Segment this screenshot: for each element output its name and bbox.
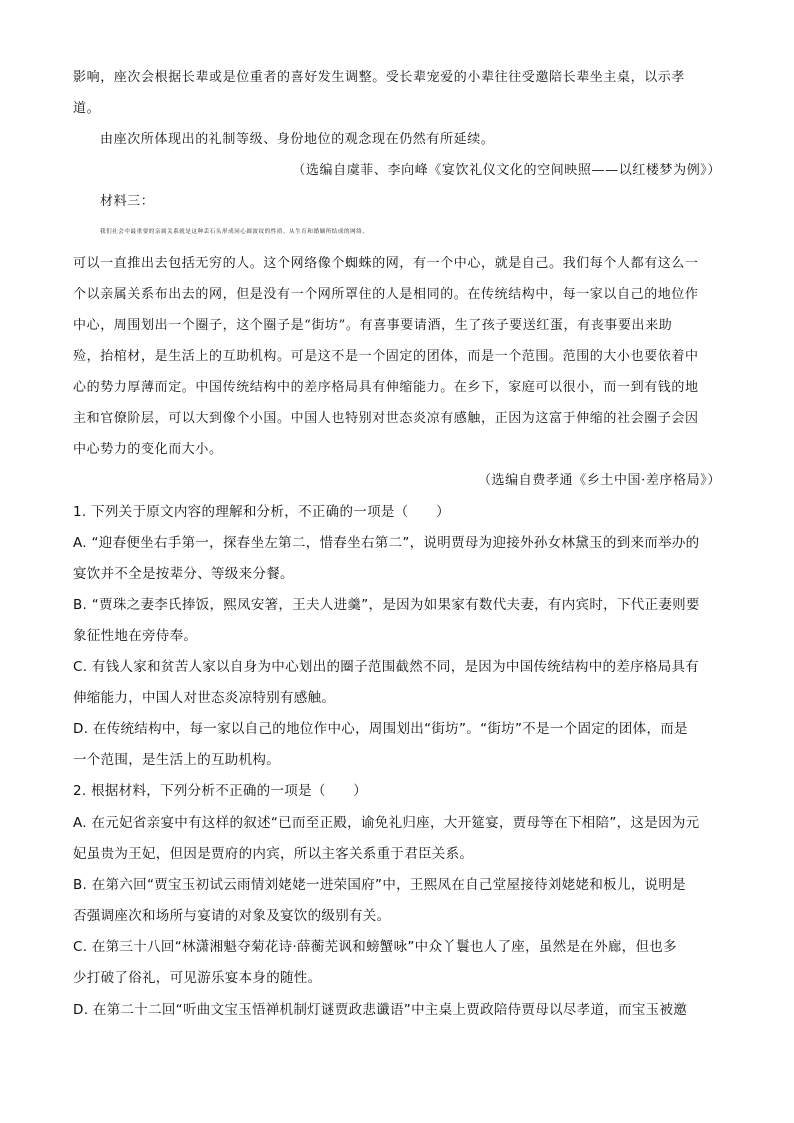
question-1-option-a[interactable] [73,528,721,590]
material3-paragraph [73,217,721,465]
option-text: 伸缩能力，中国人对世态炎凉特别有感触。 [73,690,336,706]
option-text: B. “贾珠之妻李氏捧饭，熙凤安箸，王夫人进羹”，是因为如果家有数代夫妻，有内宾时，下代正妻则要 [73,597,700,613]
option-text: A. “迎春便坐右手第一，探春坐左第二，惜春坐右第二”，说明贾母为迎接外孙女林黛玉的到来而举办的 [73,535,700,551]
text-line: 殓，抬棺材，是生活上的互助机构。可是这不是一个固定的团体，而是一个范围。范围的大小也要依着中 [73,349,699,364]
material2-source: （选编自虞菲、李向峰《宴饮礼仪文化的空间映照——以红楼梦为例》） [292,163,721,178]
text-line: 道。 [73,101,101,116]
text-line: 我们社会中最重要的亲属关系就是这种丢石头形成同心圆波纹的性质。从生育和婚姻所结成的网络， [100,229,369,235]
option-text: 妃虽贵为王妃，但因是贾府的内宾，所以主客关系重于君臣关系。 [73,846,474,862]
question-1-option-b[interactable] [73,590,721,652]
text-line: 可以一直推出去包括无穷的人。这个网络像个蜘蛛的网，有一个中心，就是自己。我们每个人都有这么一 [73,256,699,271]
option-text: 宴饮并不全是按辈分、等级来分餐。 [73,566,294,582]
material3-source: （选编自费孝通《乡土中国·差序格局》） [477,473,721,488]
question-1-stem: 1. 下列关于原文内容的理解和分析，不正确的一项是（ ） [73,504,450,520]
question-1-option-d[interactable] [73,714,721,776]
question-2-stem: 2. 根据材料，下列分析不正确的一项是（ ） [73,783,368,799]
option-text: B. 在第六回“贾宝玉初试云雨情刘姥姥一进荣国府”中，王熙凤在自己堂屋接待刘姥姥和板儿，说明是 [73,877,686,893]
option-text: 否强调座次和场所与宴请的对象及宴饮的级别有关。 [73,908,391,924]
text-line: 个以亲属关系布出去的网，但是没有一个网所罩住的人是相同的。在传统结构中，每一家以自己的地位作 [73,287,699,302]
question-2-option-c[interactable] [73,932,721,994]
option-text: D. 在第二十二回“听曲文宝玉悟禅机制灯谜贾政悲谶语”中主桌上贾政陪侍贾母以尽孝道，而宝玉被邀 [73,1002,688,1018]
material3-heading: 材料三： [100,194,155,209]
option-text: A. 在元妃省亲宴中有这样的叙述“已而至正殿，谕免礼归座，大开筵宴，贾母等在下相陪”，这是因为元 [73,815,700,831]
option-text: 象征性地在旁侍奉。 [73,628,198,644]
question-2-option-d[interactable] [73,995,721,1026]
text-line: 中心，周围划出一个圈子，这个圈子是“街坊”。有喜事要请酒，生了孩子要送红蛋，有丧事要出来助 [73,318,673,333]
material2-conclusion: 由座次所体现出的礼制等级、身份地位的观念现在仍然有所延续。 [100,132,495,147]
text-line: 心的势力厚薄而定。中国传统结构中的差序格局具有伸缩能力。在乡下，家庭可以很小，而一到有钱的地 [73,380,699,395]
text-line: 中心势力的变化而大小。 [73,442,223,457]
option-text: C. 有钱人家和贫苦人家以自身为中心划出的圈子范围截然不同，是因为中国传统结构中的差序格局具有 [73,659,700,675]
question-1-option-c[interactable] [73,652,721,714]
material2-tail-paragraph [73,62,721,124]
text-line: 影响，座次会根据长辈或是位重者的喜好发生调整。受长辈宠爱的小辈往往受邀陪长辈坐主桌，以示孝 [73,70,686,85]
option-text: 少打破了俗礼，可见游乐宴本身的随性。 [73,970,322,986]
option-text: C. 在第三十八回“林潇湘魁夺菊花诗·薛蘅芜讽和螃蟹咏”中众丫鬟也人了座，虽然是在外廊，但也多 [73,939,677,955]
option-text: 一个范围，是生活上的互助机构。 [73,752,280,768]
text-line: 主和官僚阶层，可以大到像个小国。中国人也特别对世态炎凉有感触，正因为这富于伸缩的社会圈子会因 [73,411,699,426]
question-2-option-a[interactable] [73,808,721,870]
option-text: D. 在传统结构中，每一家以自己的地位作中心，周围划出“街坊”。“街坊”不是一个固定的团体，而是 [73,721,688,737]
question-2-option-b[interactable] [73,870,721,932]
